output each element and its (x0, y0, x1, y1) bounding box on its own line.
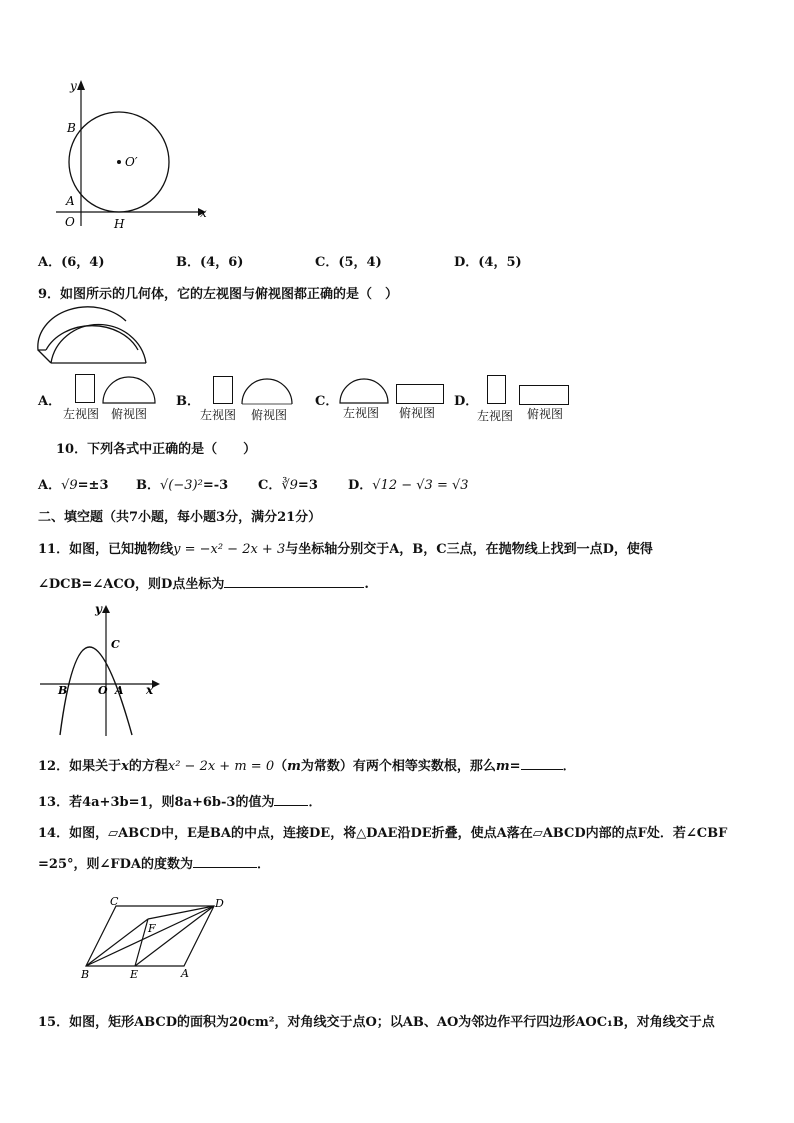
parabola-figure (38, 603, 163, 738)
label-x: x (200, 206, 207, 220)
svg-text:B: B (81, 968, 90, 981)
circle-figure (52, 74, 217, 234)
q10-option-d[interactable]: D．√12 − √3 = √3 (348, 478, 469, 493)
q11-answer-blank[interactable] (224, 575, 364, 588)
q9-c-left-label: 左视图 (343, 406, 380, 420)
svg-text:B: B (58, 684, 68, 697)
q9-b-top-semicircle (241, 377, 293, 405)
q9-option-a[interactable]: A． (38, 394, 62, 409)
q14-answer-blank[interactable] (193, 855, 257, 868)
q9-d-left-label: 左视图 (477, 409, 514, 423)
label-A: A (66, 194, 75, 208)
q14-line2: =25°，则∠FDA的度数为 ． (38, 857, 270, 872)
q9-option-b[interactable]: B． (176, 394, 200, 409)
section-2-heading: 二、填空题（共7小题，每小题3分，满分21分） (38, 510, 322, 525)
svg-text:E: E (130, 968, 139, 981)
svg-text:A: A (181, 967, 189, 980)
q14-line1: 14．如图，▱ABCD中，E是BA的中点，连接DE，将△DAE沿DE折叠，使点A落在▱ABCD内部的点F处．若∠CBF (38, 826, 728, 841)
q11-line2: ∠DCB=∠ACO，则D点坐标为 . (38, 577, 369, 592)
q12-answer-blank[interactable] (521, 757, 563, 770)
q10-option-a[interactable]: A．√9=±3 (38, 478, 109, 493)
q9-d-top-label: 俯视图 (527, 407, 564, 421)
center-dot (117, 160, 121, 164)
q9-b-top-label: 俯视图 (251, 408, 288, 422)
q9-c-left-semicircle (339, 376, 389, 404)
q13-answer-blank[interactable] (274, 793, 308, 806)
svg-text:C: C (111, 638, 120, 651)
q15: 15．如图，矩形ABCD的面积为20cm²，对角线交于点O；以AB、AO为邻边作平行四边形AOC₁B，对角线交于点 (38, 1015, 715, 1030)
svg-text:x: x (146, 683, 154, 697)
q9-d-top-rect (519, 385, 569, 405)
label-H: H (114, 217, 125, 231)
q10-option-b[interactable]: B．√(−3)²=-3 (136, 478, 229, 493)
y-axis-arrow (77, 80, 85, 90)
q9-c-top-label: 俯视图 (399, 406, 436, 420)
svg-text:F: F (148, 922, 156, 935)
label-O: O (65, 215, 75, 229)
label-O-prime: O′ (125, 155, 138, 169)
parallelogram-figure (78, 896, 228, 981)
svg-text:A: A (115, 684, 124, 697)
q9-solid-figure (34, 305, 149, 367)
q9-c-top-rect (396, 384, 444, 404)
q9-a-top-semicircle (102, 376, 156, 404)
svg-text:C: C (110, 896, 119, 908)
q9-b-left-label: 左视图 (200, 408, 237, 422)
q9-stem: 9．如图所示的几何体，它的左视图与俯视图都正确的是（ ） (38, 287, 399, 302)
q12: 12．如果关于x的方程x² − 2x + m = 0（m为常数）有两个相等实数根，那么m= ． (38, 759, 576, 774)
svg-text:O: O (98, 684, 108, 697)
label-B: B (67, 121, 76, 135)
svg-text:D: D (215, 897, 224, 910)
q9-a-left-label: 左视图 (63, 407, 100, 421)
q13: 13．若4a+3b=1，则8a+6b-3的值为 ． (38, 795, 322, 810)
q8-option-d[interactable]: D．(4，5) (454, 255, 522, 270)
q9-a-left-box (75, 374, 95, 403)
label-y: y (70, 79, 77, 93)
q9-b-left-box (213, 376, 233, 404)
q9-a-top-label: 俯视图 (111, 407, 148, 421)
svg-text:y: y (95, 603, 102, 616)
q8-option-a[interactable]: A．(6，4) (38, 255, 105, 270)
q8-option-c[interactable]: C．(5，4) (315, 255, 382, 270)
q10-stem: 10．下列各式中正确的是（ ） (56, 442, 257, 457)
q11-line1: 11．如图，已知抛物线y = −x² − 2x + 3与坐标轴分别交于A，B，C三点，在抛物线上找到一点D，使得 (38, 542, 653, 557)
q10-option-c[interactable]: C．∛9=3 (258, 478, 318, 493)
q8-option-b[interactable]: B．(4，6) (176, 255, 244, 270)
q9-option-d[interactable]: D． (454, 394, 479, 409)
q9-option-c[interactable]: C． (315, 394, 339, 409)
q9-d-left-box (487, 375, 506, 404)
